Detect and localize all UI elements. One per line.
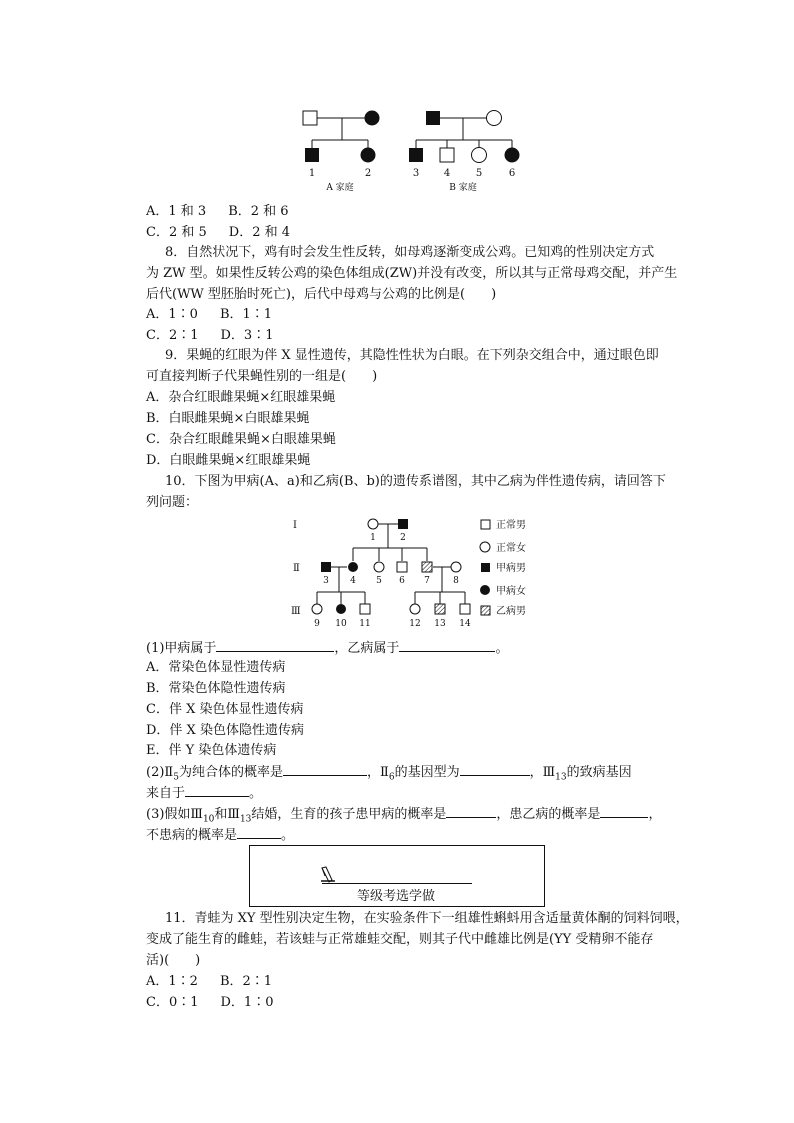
q10-sub3-line2 [146, 826, 294, 845]
b-child-6-affected-female [505, 148, 520, 163]
q11-option-a[interactable]: A．1∶2 [146, 974, 198, 989]
ped-II8-normal-female [451, 562, 461, 572]
b-child-4-normal-male [440, 148, 454, 162]
q10-sub3-text2: 和Ⅲ [214, 807, 240, 822]
ped-II3-jia-male [321, 562, 331, 572]
label-6: 6 [508, 168, 516, 179]
q10-stem-line2: 列问题： [146, 495, 199, 510]
q9-stem-line1: 9．果蝇的红眼为伴 X 显性遗传，其隐性性状为白眼。在下列杂交组合中，通过眼色即 [165, 348, 659, 363]
label-1: 1 [308, 168, 316, 179]
legend-jia-male: 甲病男 [496, 563, 526, 574]
q9-stem-line2: 可直接判断子代果蝇性别的一组是( ) [146, 369, 378, 384]
ped-num-4: 4 [350, 576, 356, 586]
ped-III13-yi-male [435, 604, 445, 614]
section-title: 等级考选学做 [357, 889, 436, 904]
q8-option-a[interactable]: A．1∶0 [146, 307, 198, 322]
q10-sub3-iii13-sub: 13 [239, 814, 252, 825]
q8-options-row1 [146, 306, 272, 324]
ped-III12-normal-female [410, 604, 420, 614]
q10-sub3-end: 。 [281, 828, 295, 843]
q10-sub2-blank-3[interactable] [185, 784, 249, 797]
legend-normal-male: 正常男 [496, 520, 526, 531]
b-child-5-normal-female [472, 148, 487, 163]
ped-II5-normal-female [374, 562, 384, 572]
q10-sub1-mid: ，乙病属于 [334, 641, 400, 656]
q10-sub3-blank-jia[interactable] [446, 805, 496, 818]
q11-option-d[interactable]: D．1∶0 [220, 995, 274, 1010]
q8-stem-line1: 8．自然状况下，鸡有时会发生性反转，如母鸡逐渐变成公鸡。已知鸡的性别决定方式 [165, 245, 655, 260]
ped-II4-jia-female [348, 562, 358, 572]
q10-sub3-line1 [146, 805, 661, 824]
ped-num-8: 8 [453, 576, 459, 586]
ped-num-1: 1 [370, 533, 376, 543]
section-header-box [249, 845, 545, 907]
label-5: 5 [475, 168, 483, 179]
section-title-rule [322, 883, 472, 884]
ped-num-12: 12 [409, 619, 421, 629]
q8-stem-line2: 为 ZW 型。如果性反转公鸡的染色体组成(ZW)并没有改变，所以其与正常母鸡交配，并产生 [146, 266, 678, 281]
ped-II7-yi-male [422, 562, 432, 572]
ped-num-6: 6 [399, 576, 405, 586]
q10-sub2-ii-sub: 5 [173, 772, 179, 783]
q7-option-d[interactable]: D．2 和 4 [228, 225, 290, 240]
a-child-2-affected-female [361, 148, 376, 163]
ped-num-11: 11 [359, 619, 371, 629]
label-2: 2 [364, 168, 372, 179]
q9-option-d[interactable]: D．白眼雌果蝇×红眼雄果蝇 [146, 453, 311, 468]
q10-sub2-blank-2[interactable] [460, 763, 530, 776]
legend-normal-male-symbol [481, 520, 490, 529]
ped-num-5: 5 [376, 576, 382, 586]
ped-num-14: 14 [459, 619, 471, 629]
q10-option-b[interactable]: B．常染色体隐性遗传病 [146, 681, 286, 696]
q10-sub1-end: 。 [495, 641, 509, 656]
q10-sub2-iii13-sub: 13 [555, 772, 567, 783]
q10-sub2-ii: (2)Ⅱ [146, 765, 174, 780]
q8-stem-line3: 后代(WW 型胚胎时死亡)，后代中母鸡与公鸡的比例是( ) [146, 287, 497, 302]
q10-sub2-text4: ，Ⅲ [529, 765, 556, 780]
label-3: 3 [412, 168, 420, 179]
q10-option-c[interactable]: C．伴 X 染色体显性遗传病 [146, 702, 304, 717]
q10-sub2-ii6-sub: 6 [388, 772, 395, 783]
q10-sub1 [146, 639, 508, 658]
gen-label-3: Ⅲ [291, 606, 301, 617]
q10-sub2-text3: 的基因型为 [394, 765, 460, 780]
q10-sub2-line1 [146, 763, 632, 782]
q10-option-d[interactable]: D．伴 X 染色体隐性遗传病 [146, 723, 304, 738]
q7-option-a[interactable]: A．1 和 3 [146, 204, 207, 219]
ped-III11-normal-male [360, 604, 370, 614]
q10-stem-line1: 10．下图为甲病(A、a)和乙病(B、b)的遗传系谱图，其中乙病为伴性遗传病，请回答下 [165, 474, 666, 489]
legend-yi-male: 乙病男 [496, 606, 526, 617]
ped-III14-normal-male [460, 604, 470, 614]
q10-sub3-text4: ，患乙病的概率是 [496, 807, 601, 822]
ped-num-3: 3 [323, 576, 329, 586]
pencil-icon [320, 866, 336, 884]
q10-sub2-blank-1[interactable] [283, 763, 367, 776]
q8-option-c[interactable]: C．2∶1 [146, 328, 199, 343]
family-a-caption: A 家庭 [326, 183, 354, 193]
q10-sub3-text3: 结婚，生育的孩子患甲病的概率是 [251, 807, 447, 822]
ped-I2-jia-male [398, 519, 408, 529]
a-child-1-affected-male [305, 148, 319, 162]
b-child-3-affected-male [409, 148, 423, 162]
q10-sub1-blank-jia[interactable] [216, 639, 334, 652]
ped-num-2: 2 [400, 533, 406, 543]
q10-sub2-end: 。 [249, 786, 263, 801]
q7-options-row2 [146, 224, 290, 242]
q11-options-row2 [146, 994, 273, 1012]
legend-jia-female-symbol [480, 585, 490, 595]
ped-I1-normal-female [368, 519, 378, 529]
q7-option-c[interactable]: C．2 和 5 [146, 225, 207, 240]
q10-sub3-iii10-sub: 10 [202, 814, 215, 825]
q9-option-b[interactable]: B．白眼雌果蝇×白眼雄果蝇 [146, 411, 310, 426]
legend-normal-female-symbol [480, 542, 490, 552]
q11-option-c[interactable]: C．0∶1 [146, 995, 199, 1010]
q11-options-row1 [146, 973, 272, 991]
q10-sub3-blank-yi[interactable] [600, 805, 648, 818]
label-4: 4 [443, 168, 451, 179]
q11-stem-line3: 活)( ) [146, 953, 201, 968]
b-father-affected-male [426, 111, 440, 125]
legend-jia-female: 甲病女 [496, 586, 526, 597]
q10-sub1-prefix: (1)甲病属于 [146, 641, 217, 656]
q9-option-c[interactable]: C．杂合红眼雌果蝇×白眼雄果蝇 [146, 432, 336, 447]
a-father-normal-male [303, 111, 317, 125]
legend-yi-male-symbol [481, 606, 490, 615]
family-pedigree-figure [290, 100, 530, 195]
q7-options-row1 [146, 203, 289, 221]
q10-sub3-blank-none[interactable] [237, 826, 281, 839]
q10-option-a[interactable]: A．常染色体显性遗传病 [146, 660, 286, 675]
q9-option-a[interactable]: A．杂合红眼雌果蝇×红眼雄果蝇 [146, 390, 336, 405]
q10-pedigree-figure [285, 512, 535, 632]
gen-label-1: Ⅰ [293, 520, 297, 531]
ped-num-7: 7 [424, 576, 430, 586]
ped-III9-normal-female [312, 604, 322, 614]
ped-num-13: 13 [434, 619, 446, 629]
ped-num-9: 9 [314, 619, 320, 629]
q11-stem-line2: 变成了能生育的雌蛙，若该蛙与正常雄蛙交配，则其子代中雌雄比例是(YY 受精卵不能存 [146, 932, 654, 947]
q8-options-row2 [146, 327, 273, 345]
q10-sub3-text1: (3)假如Ⅲ [146, 807, 203, 822]
q8-option-d[interactable]: D．3∶1 [220, 328, 274, 343]
q10-sub2-text5: 的致病基因 [566, 765, 632, 780]
family-b-caption: B 家庭 [449, 183, 477, 193]
ped-II6-normal-male [397, 562, 407, 572]
legend-jia-male-symbol [481, 563, 490, 572]
q11-option-b[interactable]: B．2∶1 [219, 974, 273, 989]
q8-option-b[interactable]: B．1∶1 [219, 307, 273, 322]
q10-sub2-text6: 来自于 [146, 786, 186, 801]
q10-sub3-text5: 不患病的概率是 [146, 828, 238, 843]
ped-num-10: 10 [335, 619, 347, 629]
b-mother-normal-female [487, 111, 502, 126]
q10-option-e[interactable]: E．伴 Y 染色体遗传病 [146, 743, 277, 758]
legend-normal-female: 正常女 [496, 543, 526, 554]
q10-sub1-blank-yi[interactable] [399, 639, 495, 652]
q11-stem-line1: 11．青蛙为 XY 型性别决定生物，在实验条件下一组雄性蝌蚪用含适量黄体酮的饲料饲喂， [165, 911, 689, 926]
q10-sub2-text1: 为纯合体的概率是 [179, 765, 284, 780]
q7-option-b[interactable]: B．2 和 6 [228, 204, 289, 219]
ped-III10-jia-female [336, 604, 346, 614]
q10-sub2-text2: ，Ⅱ [367, 765, 389, 780]
gen-label-2: Ⅱ [293, 563, 300, 574]
q10-sub2-line2 [146, 784, 262, 803]
q10-sub3-comma: ， [648, 807, 662, 822]
a-mother-affected-female [365, 111, 380, 126]
